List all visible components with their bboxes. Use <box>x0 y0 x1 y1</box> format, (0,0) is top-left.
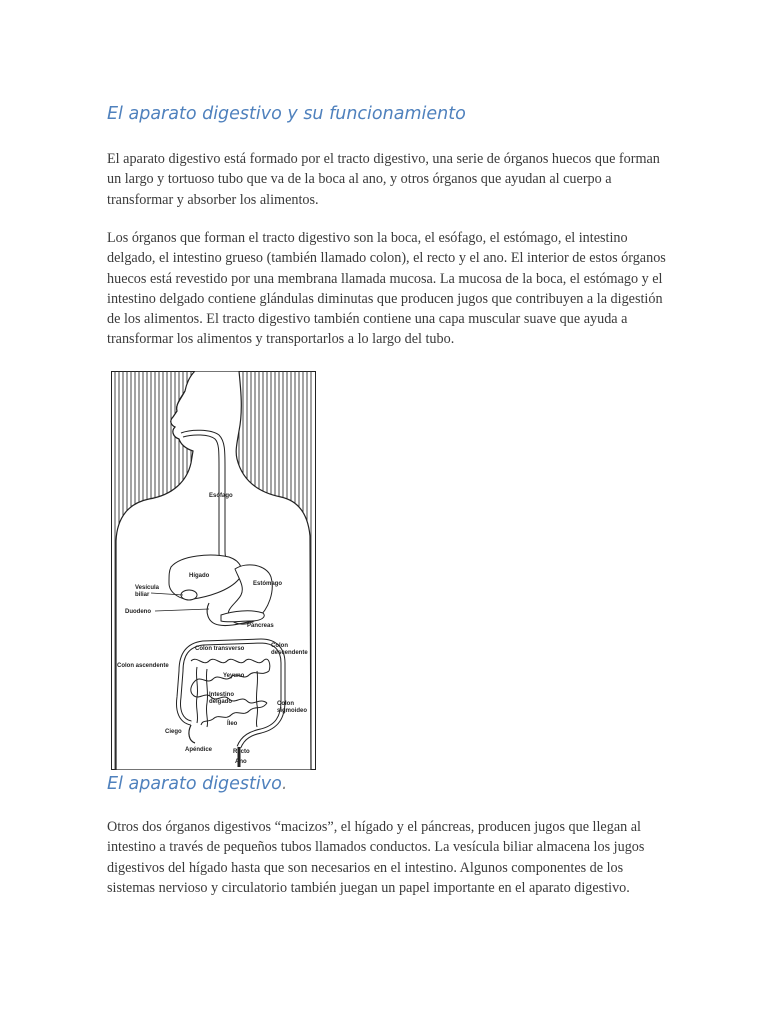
digestive-system-figure <box>111 371 316 770</box>
label-colon-sigmoideo-1: Colon <box>277 701 294 707</box>
label-colon: Colon <box>271 643 288 649</box>
label-colon-ascendente: Colon ascendente <box>117 663 169 669</box>
digestive-system-illustration <box>111 371 316 770</box>
label-recto: Recto <box>233 749 250 755</box>
paragraph-solid-organs: Otros dos órganos digestivos “macizos”, el hígado y el páncreas, producen jugos que llegan al intestino a través de pequeños tubos llamados conductos. La vesícula biliar almacena los jugos digestivos del hígado hasta que son necesarios en el intestino. Algunos componentes de los sistemas nervioso y circulatorio también juegan un papel importante en el aparato digestivo. <box>107 819 645 896</box>
label-yeyuno: Yeyuno <box>223 673 245 679</box>
label-ciego: Ciego <box>165 729 182 735</box>
page-title: El aparato digestivo y su funcionamiento <box>107 104 466 124</box>
label-estomago: Estómago <box>253 581 283 587</box>
label-sigmoideo: sigmoideo <box>277 708 308 714</box>
label-duodeno: Duodeno <box>125 609 151 615</box>
caption-suffix: . <box>281 774 288 794</box>
figure-caption <box>107 774 287 794</box>
label-descendente: descendente <box>271 650 308 656</box>
gallbladder <box>181 590 197 600</box>
caption-text: El aparato digestivo <box>107 774 282 794</box>
label-apendice: Apéndice <box>185 747 213 753</box>
paragraph-organs: Los órganos que forman el tracto digestivo son la boca, el esófago, el estómago, el intestino delgado, el intestino grueso (también llamado colon), el recto y el ano. El interior de estos órganos huecos está revestido por una membrana llamada mucosa. La mucosa de la boca, el estómago y el intestino delgado contiene glándulas diminutas que producen jugos que contribuyen a la digestión de los alimentos. El tracto digestivo también contiene una capa muscular suave que ayuda a transformar los alimentos y transportarlos a lo largo del tubo. <box>107 230 666 348</box>
label-intestino: Intestino <box>209 692 234 698</box>
label-ano: Ano <box>235 759 247 765</box>
label-esofago: Esófago <box>209 493 233 499</box>
label-ileo: Íleo <box>227 721 238 727</box>
label-higado: Hígado <box>189 573 210 579</box>
label-biliar: biliar <box>135 592 150 598</box>
paragraph-intro: El aparato digestivo está formado por el tracto digestivo, una serie de órganos huecos que forman un largo y tortuoso tubo que va de la boca al ano, y otros órganos que ayudan al cuerpo a transformar y absorber los alimentos. <box>107 151 660 208</box>
label-pancreas: Páncreas <box>247 623 274 629</box>
label-vesicula: Vesícula <box>135 585 160 591</box>
label-colon-transverso: Colon transverso <box>195 646 245 652</box>
label-delgado: delgado <box>209 699 233 705</box>
